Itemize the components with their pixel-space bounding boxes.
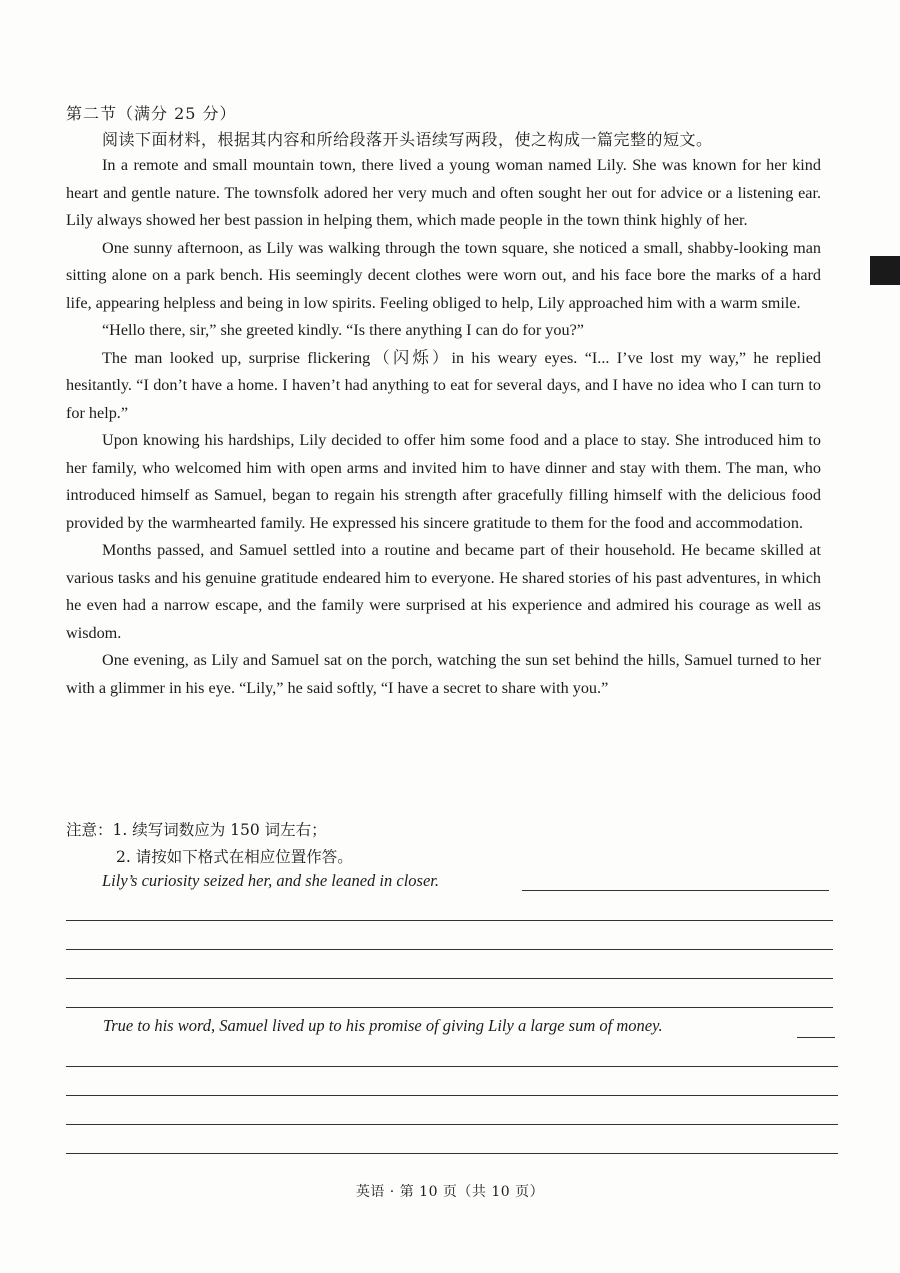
task-instruction: 阅读下面材料，根据其内容和所给段落开头语续写两段，使之构成一篇完整的短文。 — [102, 130, 713, 149]
passage-paragraph: Upon knowing his hardships, Lily decided to offer him some food and a place to stay. She introduced him to her family, who welcomed him with open arms and invited him to have dinner and stay with them. The man, who introduced himself as Samuel, began to regain his strength after gracefully filling himself with the delicious food provided by the warmhearted family. He expressed his sincere gratitude to them for the food and accommodation. — [66, 431, 821, 532]
answer-line[interactable] — [66, 1007, 833, 1008]
reading-passage — [66, 152, 821, 702]
page-edge-marker — [870, 256, 900, 285]
answer-notes — [66, 817, 353, 871]
note-word-count: 注意：1. 续写词数应为 150 词左右； — [66, 821, 327, 839]
passage-paragraph: The man looked up, surprise flickering（闪烁）in his weary eyes. “I... I’ve lost my way,” he replied hesitantly. “I don’t have a home. I haven’t had anything to eat for several days, and I have no idea who I can turn to for help.” — [66, 348, 821, 422]
page-footer: 英语 · 第 10 页（共 10 页） — [355, 1184, 545, 1200]
passage-paragraph: Months passed, and Samuel settled into a routine and became part of their household. He became skilled at various tasks and his genuine gratitude endeared him to everyone. He shared stories of his past adventures, in which he even had a narrow escape, and the family were surprised at his experience and admired his courage as well as wisdom. — [66, 541, 821, 642]
section-title: 第二节（满分 25 分） — [66, 104, 237, 123]
continuation-prompt-2: True to his word, Samuel lived up to his promise of giving Lily a large sum of money. — [103, 1016, 663, 1035]
passage-paragraph: “Hello there, sir,” she greeted kindly. “Is there anything I can do for you?” — [102, 321, 584, 339]
answer-line[interactable] — [66, 978, 833, 979]
answer-line[interactable] — [66, 949, 833, 950]
answer-line[interactable] — [797, 1037, 835, 1038]
answer-line[interactable] — [522, 890, 829, 891]
note-format: 2. 请按如下格式在相应位置作答。 — [116, 848, 353, 866]
answer-line[interactable] — [66, 1153, 838, 1154]
answer-line[interactable] — [66, 1095, 838, 1096]
answer-line[interactable] — [66, 1124, 838, 1125]
passage-paragraph: One evening, as Lily and Samuel sat on the porch, watching the sun set behind the hills, Samuel turned to her with a glimmer in his eye. “Lily,” he said softly, “I have a secret to share with you.” — [66, 651, 821, 697]
answer-line[interactable] — [66, 1066, 838, 1067]
passage-paragraph: One sunny afternoon, as Lily was walking through the town square, she noticed a small, shabby-looking man sitting alone on a park bench. His seemingly decent clothes were worn out, and his face bore the marks of a hard life, appearing helpless and being in low spirits. Feeling obliged to help, Lily approached him with a warm smile. — [66, 238, 821, 312]
passage-paragraph: In a remote and small mountain town, there lived a young woman named Lily. She was known for her kind heart and gentle nature. The townsfolk adored her very much and often sought her out for advice or a listening ear. Lily always showed her best passion in helping them, which made people in the town think highly of her. — [66, 156, 821, 229]
continuation-prompt-1: Lily’s curiosity seized her, and she leaned in closer. — [102, 871, 439, 890]
answer-line[interactable] — [66, 920, 833, 921]
